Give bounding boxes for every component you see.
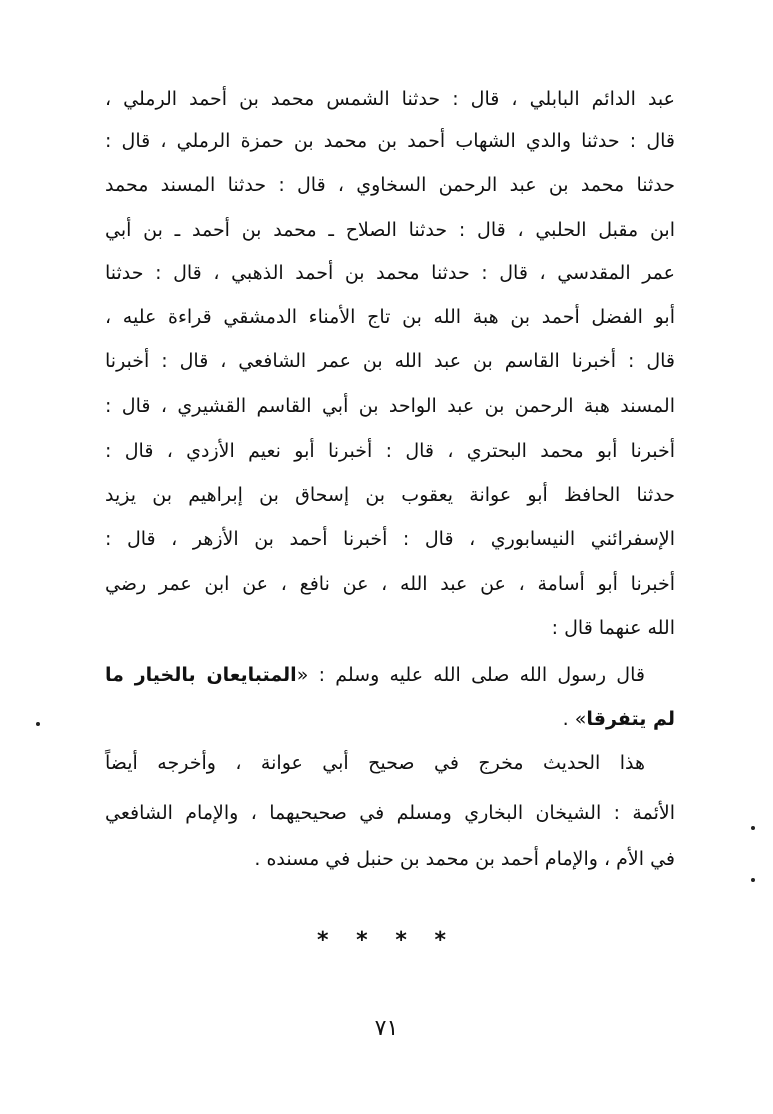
isnad-paragraph-continued bbox=[105, 480, 675, 650]
scan-speck bbox=[36, 722, 40, 726]
text-line: الأئمة : الشيخان البخاري ومسلم في صحيحيهما ، والإمام الشافعي bbox=[105, 802, 675, 824]
hadith-closing: » . bbox=[562, 708, 587, 730]
text-line: عمر المقدسي ، قال : حدثنا محمد بن أحمد الذهبي ، قال : حدثنا bbox=[105, 262, 675, 284]
hadith-intro: قال رسول الله صلى الله عليه وسلم : « bbox=[296, 664, 645, 686]
text-line: في الأم ، والإمام أحمد بن محمد بن حنبل في مسنده . bbox=[254, 848, 675, 870]
hadith-line bbox=[105, 660, 645, 690]
text-line: قال : أخبرنا القاسم بن عبد الله بن عمر الشافعي ، قال : أخبرنا bbox=[105, 350, 675, 372]
text-line: ابن مقبل الحلبي ، قال : حدثنا الصلاح ـ محمد بن أحمد ـ بن أبي bbox=[105, 219, 675, 241]
text-line: المسند هبة الرحمن بن عبد الواحد بن أبي القاسم القشيري ، قال : bbox=[105, 395, 675, 417]
hadith-bold-2: لم يتفرقا bbox=[586, 708, 675, 730]
hadith-bold-1: المتبايعان بالخيار ما bbox=[105, 664, 297, 686]
scan-speck bbox=[751, 878, 755, 882]
text-line: حدثنا الحافظ أبو عوانة يعقوب بن إسحاق بن إبراهيم بن يزيد bbox=[105, 484, 675, 506]
text-line: قال : حدثنا والدي الشهاب أحمد بن محمد بن حمزة الرملي ، قال : bbox=[105, 130, 675, 152]
page-number: ٧١ bbox=[374, 1016, 399, 1041]
text-line: حدثنا محمد بن عبد الرحمن السخاوي ، قال : حدثنا المسند محمد bbox=[105, 174, 675, 196]
text-line: أخبرنا أبو محمد البحتري ، قال : أخبرنا أبو نعيم الأزدي ، قال : bbox=[105, 440, 675, 462]
text-line: الله عنهما قال : bbox=[551, 617, 675, 639]
text-line: الإسفرائني النيسابوري ، قال : أخبرنا أحمد بن الأزهر ، قال : bbox=[105, 528, 675, 550]
scan-speck bbox=[751, 826, 755, 830]
hadith-line bbox=[563, 704, 675, 734]
text-line: أخبرنا أبو أسامة ، عن عبد الله ، عن نافع ، عن ابن عمر رضي bbox=[105, 573, 675, 595]
commentary-paragraph bbox=[105, 748, 675, 888]
isnad-paragraph bbox=[105, 80, 675, 480]
text-line: عبد الدائم البابلي ، قال : حدثنا الشمس محمد بن أحمد الرملي ، bbox=[105, 88, 675, 110]
hadith-text bbox=[105, 660, 675, 740]
section-separator: * * * * bbox=[317, 928, 456, 953]
text-line: هذا الحديث مخرج في صحيح أبي عوانة ، وأخرجه أيضاً bbox=[105, 752, 645, 774]
text-line: أبو الفضل أحمد بن هبة الله بن تاج الأمناء الدمشقي قراءة عليه ، bbox=[105, 306, 675, 328]
